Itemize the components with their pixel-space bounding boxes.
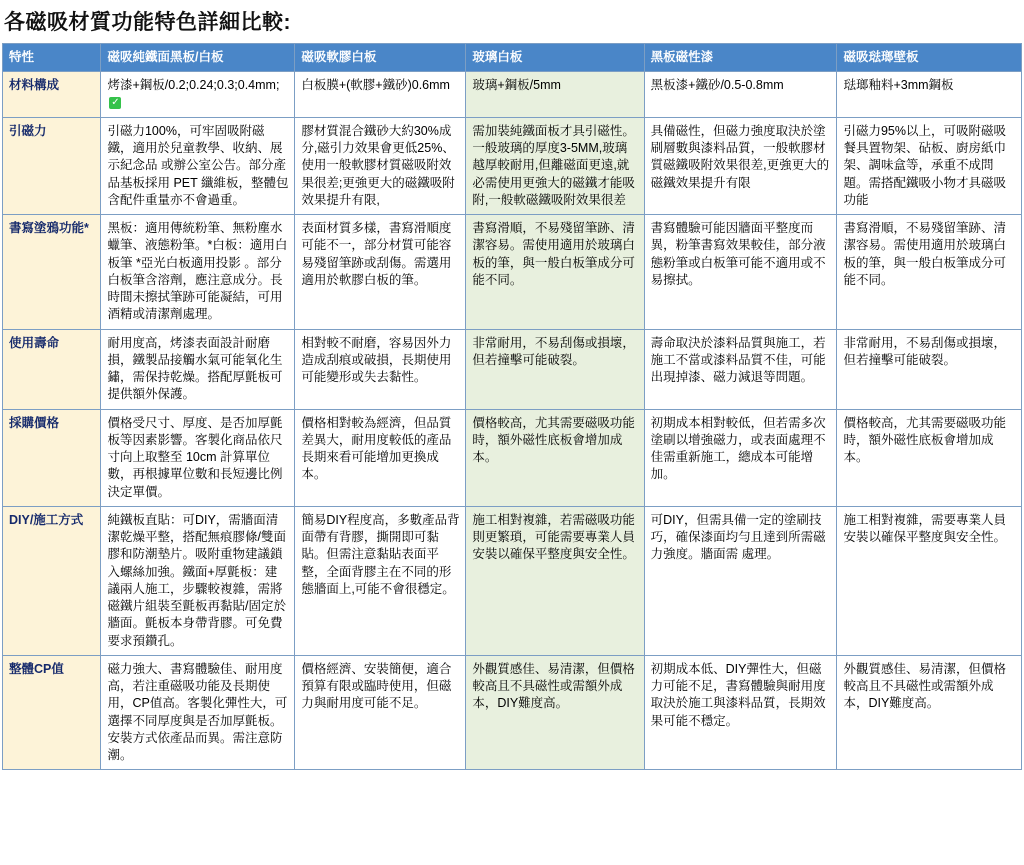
row-label-overall-cp: 整體CP值 — [3, 655, 101, 770]
row-label-material: 材料構成 — [3, 72, 101, 118]
check-icon: ✓ — [111, 97, 120, 109]
cell-magnetism-enamel: 引磁力95%以上，可吸附磁吸餐具置物架、砧板、廚房紙巾架、調味盒等，承重不成問題。需搭配鐵吸小物才具磁吸功能 — [837, 117, 1022, 214]
cell-installation-steel: 純鐵板直貼：可DIY，需牆面清潔乾燥平整，搭配無痕膠條/雙面膠和防潮墊片。吸附重物建議鎖入螺絲加強。鐵面+厚氈板：建議兩人施工，步驟較複雜，需將磁鐵片組裝至氈板再黏貼/固定於牆面。氈板本身帶背膠。可免費要求預鑽孔。 — [101, 506, 295, 655]
cell-cp-enamel: 外觀質感佳、易清潔，但價格較高且不具磁性或需額外成本，DIY難度高。 — [837, 655, 1022, 770]
column-header-soft-rubber-whiteboard: 磁吸軟膠白板 — [295, 44, 466, 72]
cell-material-enamel: 琺瑯釉料+3mm鋼板 — [837, 72, 1022, 118]
cell-writing-enamel: 書寫滑順，不易殘留筆跡、清潔容易。需使用適用於玻璃白板的筆，與一般白板筆成分可能不同。 — [837, 215, 1022, 330]
cell-price-enamel: 價格較高，尤其需要磁吸功能時，額外磁性底板會增加成本。 — [837, 409, 1022, 506]
cell-magnetism-steel: 引磁力100%，可牢固吸附磁鐵，適用於兒童教學、收納、展示紀念品 或辦公室公告。部分產品基板採用 PET 纖維板，整體包含配件重量亦不會過重。 — [101, 117, 295, 214]
column-header-magnetic-paint: 黑板磁性漆 — [644, 44, 837, 72]
page-title: 各磁吸材質功能特色詳細比較: — [4, 11, 291, 34]
cell-material-paint: 黑板漆+鐵砂/0.5-0.8mm — [644, 72, 837, 118]
cell-installation-glass: 施工相對複雜，若需磁吸功能則更繁瑣，可能需要專業人員安裝以確保平整度與安全性。 — [466, 506, 644, 655]
cell-magnetism-paint: 具備磁性，但磁力強度取決於塗刷層數與漆料品質，一般軟膠材質磁鐵吸附效果很差,更強更大的磁鐵效果提升有限 — [644, 117, 837, 214]
column-header-enamel-panel: 磁吸琺瑯壁板 — [837, 44, 1022, 72]
cell-price-glass: 價格較高，尤其需要磁吸功能時，額外磁性底板會增加成本。 — [466, 409, 644, 506]
row-label-writing: 書寫塗鴉功能* — [3, 215, 101, 330]
row-label-lifespan: 使用壽命 — [3, 329, 101, 409]
cell-writing-steel: 黑板：適用傳統粉筆、無粉塵水蠟筆、液態粉筆。*白板：適用白板筆 *亞光白板適用投影 。部分白板筆含溶劑，應注意成分。長時間未擦拭筆跡可能凝結，可用酒精或清潔劑處理。 — [101, 215, 295, 330]
cell-material-glass: 玻璃+鋼板/5mm — [466, 72, 644, 118]
cell-lifespan-steel: 耐用度高，烤漆表面設計耐磨損，鐵製品接觸水氣可能氧化生鏽，需保持乾燥。搭配厚氈板可提供額外保護。 — [101, 329, 295, 409]
table-row — [3, 215, 1022, 330]
table-row — [3, 655, 1022, 770]
cell-installation-enamel: 施工相對複雜，需要專業人員安裝以確保平整度與安全性。 — [837, 506, 1022, 655]
cell-writing-paint: 書寫體驗可能因牆面平整度而異，粉筆書寫效果較佳，部分液態粉筆或白板筆可能不適用或不易擦拭。 — [644, 215, 837, 330]
table-row — [3, 329, 1022, 409]
table-header-row — [3, 44, 1022, 72]
cell-cp-glass: 外觀質感佳、易清潔，但價格較高且不具磁性或需額外成本，DIY難度高。 — [466, 655, 644, 770]
cell-magnetism-glass: 需加裝純鐵面板才具引磁性。一般玻璃的厚度3-5MM,玻璃越厚較耐用,但離磁面更遠,就必需使用更強大的磁鐵才能吸附,一般軟磁鐵吸附效果很差 — [466, 117, 644, 214]
cell-installation-paint: 可DIY，但需具備一定的塗刷技巧，確保漆面均勻且達到所需磁力強度。牆面需 處理。 — [644, 506, 837, 655]
cell-lifespan-rubber: 相對較不耐磨，容易因外力造成刮痕或破損，長期使用可能變形或失去黏性。 — [295, 329, 466, 409]
row-label-installation: DIY/施工方式 — [3, 506, 101, 655]
cell-lifespan-glass: 非常耐用，不易刮傷或損壞，但若撞擊可能破裂。 — [466, 329, 644, 409]
comparison-table — [2, 43, 1022, 770]
table-row — [3, 72, 1022, 118]
cell-cp-paint: 初期成本低、DIY彈性大，但磁力可能不足，書寫體驗與耐用度取決於施工與漆料品質，長期效果可能不穩定。 — [644, 655, 837, 770]
column-header-glass-whiteboard: 玻璃白板 — [466, 44, 644, 72]
cell-lifespan-enamel: 非常耐用，不易刮傷或損壞，但若撞擊可能破裂。 — [837, 329, 1022, 409]
cell-cp-rubber: 價格經濟、安裝簡便，適合預算有限或臨時使用，但磁力與耐用度可能不足。 — [295, 655, 466, 770]
cell-lifespan-paint: 壽命取決於漆料品質與施工，若施工不當或漆料品質不佳，可能出現掉漆、磁力減退等問題。 — [644, 329, 837, 409]
table-row — [3, 506, 1022, 655]
row-label-magnetism: 引磁力 — [3, 117, 101, 214]
column-header-feature: 特性 — [3, 44, 101, 72]
cell-writing-glass: 書寫滑順，不易殘留筆跡、清潔容易。需使用適用於玻璃白板的筆，與一般白板筆成分可能不同。 — [466, 215, 644, 330]
cell-price-paint: 初期成本相對較低，但若需多次塗刷以增強磁力，或表面處理不佳需重新施工，總成本可能增加。 — [644, 409, 837, 506]
cell-magnetism-rubber: 膠材質混合鐵砂大約30%成分,磁引力效果會更低25%、使用一般軟膠材質磁吸附效果很差;更強更大的磁鐵吸附效果提升有限, — [295, 117, 466, 214]
table-row — [3, 117, 1022, 214]
cell-price-rubber: 價格相對較為經濟，但品質差異大，耐用度較低的產品長期來看可能增加更換成本。 — [295, 409, 466, 506]
cell-text: 烤漆+鋼板/0.2;0.24;0.3;0.4mm; — [107, 78, 280, 93]
cell-writing-rubber: 表面材質多樣，書寫滑順度可能不一，部分材質可能容易殘留筆跡或刮傷。需選用適用於軟膠白板的筆。 — [295, 215, 466, 330]
cell-installation-rubber: 簡易DIY程度高，多數產品背面帶有背膠，撕開即可黏貼。但需注意黏貼表面平整，全面背膠主在不同的形態牆面上,可能不會很穩定。 — [295, 506, 466, 655]
cell-material-steel — [101, 72, 295, 118]
table-row — [3, 409, 1022, 506]
column-header-magnetic-steel-board: 磁吸純鐵面黑板/白板 — [101, 44, 295, 72]
cell-material-rubber: 白板膜+(軟膠+鐵砂)0.6mm — [295, 72, 466, 118]
cell-cp-steel: 磁力強大、書寫體驗佳、耐用度高，若注重磁吸功能及長期使用，CP值高。客製化彈性大，可選擇不同厚度與是否加厚氈板。安裝方式依產品而異。需注意防潮。 — [101, 655, 295, 770]
cell-price-steel: 價格受尺寸、厚度、是否加厚氈板等因素影響。客製化商品依尺寸向上取整至 10cm 計算單位數，再根據單位數和長短邊比例決定單價。 — [101, 409, 295, 506]
row-label-price: 採購價格 — [3, 409, 101, 506]
